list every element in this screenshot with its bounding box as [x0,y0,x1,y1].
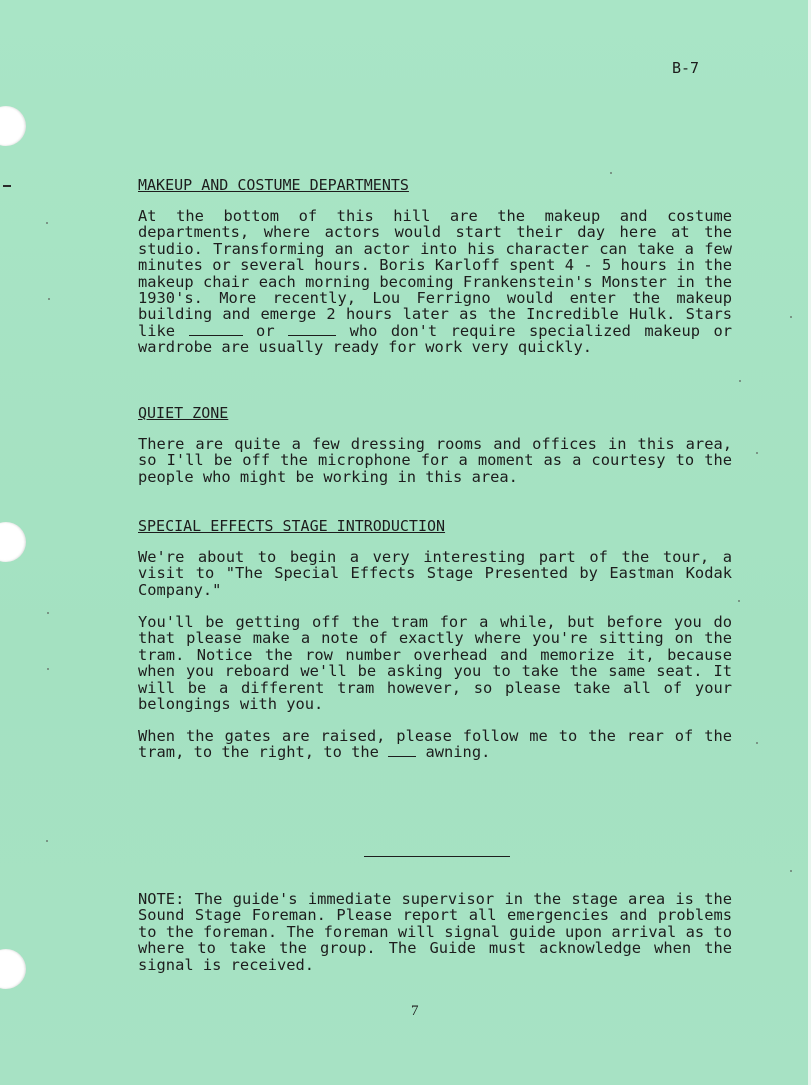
quiet-zone-heading: QUIET ZONE [138,404,229,422]
special-effects-paragraph-2: You'll be getting off the tram for a while, but before you do that please make a note of exactly where you're sitting on the tram. Notice the row number overhead and memorize it, because when you reboard we'll be asking you to take the same seat. It will be a different tram however, so please take all of your belongings with you. [138,613,732,714]
quiet-zone-paragraph: There are quite a few dressing rooms and offices in this area, so I'll be off the microphone for a moment as a courtesy to the people who might be working in this area. [138,435,732,486]
special-effects-paragraph-1: We're about to begin a very interesting part of the tour, a visit to "The Special Effects Stage Presented by Eastman Kodak Company." [138,548,732,599]
paper-speck [46,840,48,842]
paper-speck [790,870,792,872]
paper-speck [790,316,792,318]
makeup-text-start: At the bottom of this hill are the makeup and costume departments, where actors would start their day here at the studio. Transforming an actor into his character can take a few minutes or several hours. Boris Karloff spent 4 - 5 hours in the makeup chair each morning becoming Frankenstein's Monster in the 1930's. More recently, Lou Ferrigno would enter the makeup building and emerge 2 hours later as the Incredible Hulk. Stars like [138,207,732,340]
directions-text: When the gates are raised, please follow me to the rear of the tram, to the right, to the [138,727,732,762]
paper-speck [756,742,758,744]
makeup-text-or: or [256,321,275,340]
special-effects-paragraph-3 [138,728,732,761]
paper-speck [46,222,48,224]
paper-speck [48,298,50,300]
paper-speck [610,172,612,174]
page-number: 7 [411,1003,419,1019]
makeup-paragraph [138,208,732,356]
paper-speck [756,452,758,454]
makeup-heading: MAKEUP AND COSTUME DEPARTMENTS [138,176,409,194]
note-paragraph: NOTE: The guide's immediate supervisor in the stage area is the Sound Stage Foreman. Please report all emergencies and problems to the foreman. The foreman will signal guide upon arrival as to where to take the group. The Guide must acknowledge when the signal is received. [138,890,732,974]
makeup-text-end: who don't require specialized makeup or wardrobe are usually ready for work very quickly. [138,321,732,357]
separator-rule [364,856,510,857]
fill-in-blank [189,323,243,336]
special-effects-heading: SPECIAL EFFECTS STAGE INTRODUCTION [138,517,446,535]
paper-speck [738,600,740,602]
directions-text-end: awning. [425,743,491,762]
paper-speck [739,380,741,382]
paper-speck [47,668,49,670]
page-code: B-7 [672,59,700,77]
fill-in-blank [288,323,336,336]
paper-speck [47,612,49,614]
fill-in-blank [388,744,416,757]
margin-mark [3,185,11,187]
